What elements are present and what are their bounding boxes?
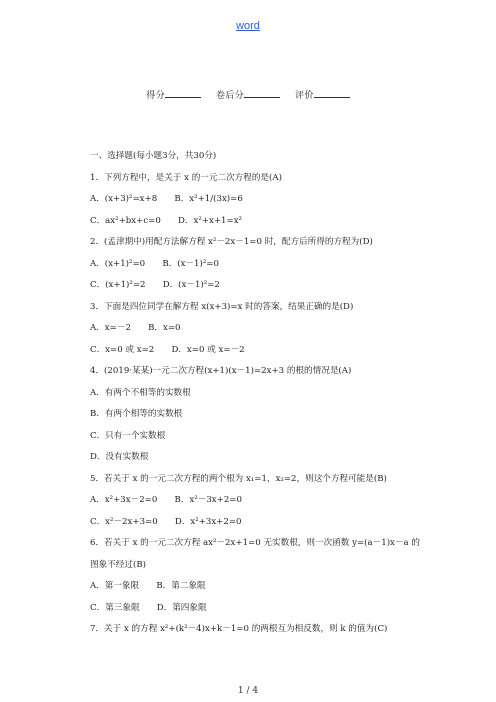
question-4-option-c: C．只有一个实数根 — [90, 430, 166, 441]
question-1: 1．下列方程中，是关于 x 的一元二次方程的是(A) — [90, 172, 282, 183]
evaluation-blank — [314, 97, 350, 98]
question-1-options-ab: A．(x+3)²=x+8 B．x²+1/(3x)=6 — [90, 194, 243, 204]
question-3: 3．下面是四位同学在解方程 x(x+3)=x 时的答案，结果正确的是(D) — [90, 301, 354, 312]
question-4-option-b: B．有两个相等的实数根 — [90, 409, 183, 419]
question-5: 5．若关于 x 的一元二次方程的两个根为 x₁=1，x₂=2，则这个方程可能是(B) — [90, 473, 387, 484]
question-1-options-cd: C．ax²+bx+c=0 D．x²+x+1=x² — [90, 215, 242, 226]
score-label: 得分 — [146, 91, 165, 101]
question-6-continued: 图象不经过(B) — [90, 559, 146, 570]
question-5-options-cd: C．x²－2x+3=0 D．x²+3x+2=0 — [90, 516, 242, 527]
score-blank — [165, 97, 201, 98]
question-6-options-cd: C．第三象限 D．第四象限 — [90, 602, 207, 613]
question-4: 4．(2019·某某)一元二次方程(x+1)(x－1)=2x+3 的根的情况是(A) — [90, 366, 352, 376]
after-score-blank — [244, 97, 280, 98]
question-3-options-ab: A．x=－2 B．x=0 — [90, 323, 181, 333]
score-row — [0, 88, 496, 101]
question-6: 6．若关于 x 的一元二次方程 ax²－2x+1=0 无实数根，则一次函数 y=(a－1)x－a 的 — [90, 538, 420, 548]
question-4-option-a: A．有两个不相等的实数根 — [90, 387, 191, 398]
evaluation-label: 评价 — [295, 91, 314, 101]
question-2-options-cd: C．(x+1)²=2 D．(x－1)²=2 — [90, 280, 220, 290]
question-4-option-d: D．没有实数根 — [90, 452, 149, 462]
question-2: 2．(孟津期中)用配方法解方程 x²－2x－1=0 时，配方后所得的方程为(D) — [90, 237, 373, 247]
question-list — [90, 146, 420, 641]
question-2-options-ab: A．(x+1)²=0 B．(x－1)²=0 — [90, 258, 219, 269]
page-number: 1 / 4 — [237, 686, 259, 696]
question-5-options-ab: A．x²+3x－2=0 B．x²－3x+2=0 — [90, 495, 242, 505]
question-3-options-cd: C．x=0 或 x=2 D．x=0 或 x=－2 — [90, 344, 245, 355]
section-title: 一、选择题(每小题3分，共30分) — [90, 151, 217, 161]
header-word-link[interactable]: word — [236, 20, 260, 32]
question-7: 7．关于 x 的方程 x²+(k²－4)x+k－1=0 的两根互为相反数，则 k 的值为(C) — [90, 624, 388, 634]
question-6-options-ab: A．第一象限 B．第二象限 — [90, 581, 206, 591]
after-score-label: 卷后分 — [216, 91, 244, 101]
